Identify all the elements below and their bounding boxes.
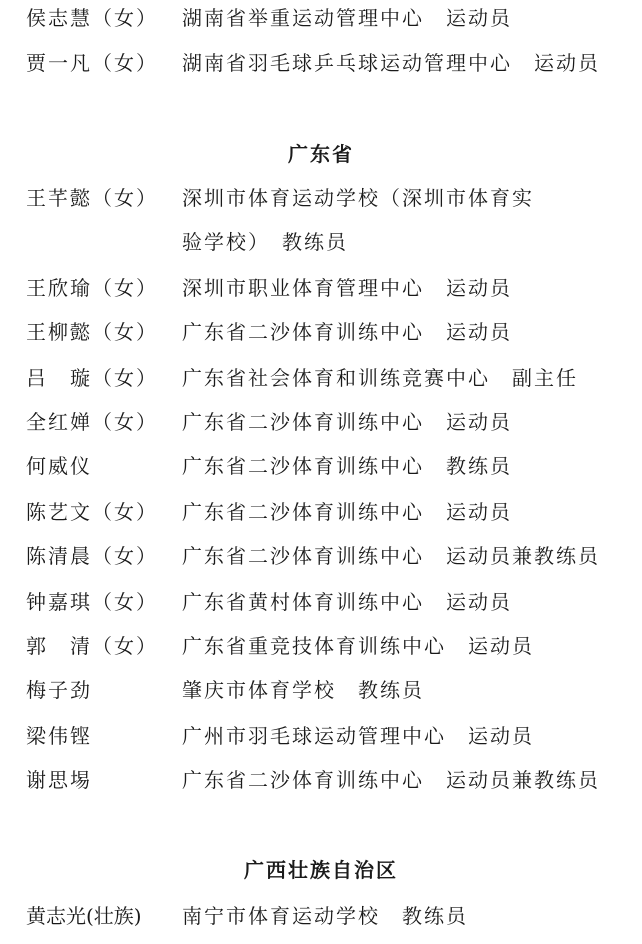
- person-unit: 广东省二沙体育训练中心 运动员: [182, 320, 512, 344]
- section-heading: 广东省: [288, 142, 354, 166]
- person-name: 梁伟铿: [26, 724, 92, 748]
- list-item: [0, 45, 642, 81]
- list-item: [0, 360, 642, 396]
- person-unit: 广州市羽毛球运动管理中心 运动员: [182, 724, 534, 748]
- list-item: [0, 270, 642, 306]
- list-item: [0, 718, 642, 754]
- person-unit: 广东省二沙体育训练中心 运动员兼教练员: [182, 544, 600, 568]
- person-name: 陈清晨（女）: [26, 544, 158, 568]
- person-name: 何威仪: [26, 454, 92, 478]
- person-name: 谢思埸: [26, 768, 92, 792]
- list-item: [0, 494, 642, 530]
- list-item: [0, 584, 642, 620]
- list-item: [0, 0, 642, 36]
- person-unit-continuation: 验学校） 教练员: [182, 230, 348, 254]
- person-name: 全红婵（女）: [26, 410, 158, 434]
- list-item: [0, 404, 642, 440]
- person-unit: 广东省社会体育和训练竞赛中心 副主任: [182, 366, 578, 390]
- list-item: [0, 180, 642, 216]
- person-unit: 广东省黄村体育训练中心 运动员: [182, 590, 512, 614]
- section-heading: 广西壮族自治区: [244, 858, 398, 882]
- person-name: 侯志慧（女）: [26, 6, 158, 30]
- person-name: 黄志光(壮族): [26, 904, 142, 928]
- person-name: 郭 清（女）: [26, 634, 158, 658]
- list-item: [0, 538, 642, 574]
- list-item: [0, 628, 642, 664]
- person-name: 贾一凡（女）: [26, 51, 158, 75]
- person-name: 吕 璇（女）: [26, 366, 158, 390]
- list-item: [0, 762, 642, 798]
- person-unit: 南宁市体育运动学校 教练员: [182, 904, 468, 928]
- person-unit: 深圳市职业体育管理中心 运动员: [182, 276, 512, 300]
- person-name: 王芊懿（女）: [26, 186, 158, 210]
- list-item: [0, 898, 642, 934]
- list-item-continuation: [0, 224, 642, 260]
- person-unit: 广东省二沙体育训练中心 运动员: [182, 410, 512, 434]
- person-unit: 广东省重竞技体育训练中心 运动员: [182, 634, 534, 658]
- person-unit: 深圳市体育运动学校（深圳市体育实: [182, 186, 534, 210]
- person-name: 王柳懿（女）: [26, 320, 158, 344]
- person-name: 王欣瑜（女）: [26, 276, 158, 300]
- person-name: 钟嘉琪（女）: [26, 590, 158, 614]
- list-item: [0, 448, 642, 484]
- person-unit: 广东省二沙体育训练中心 教练员: [182, 454, 512, 478]
- page-bottom-edge: [0, 932, 642, 944]
- person-unit: 湖南省举重运动管理中心 运动员: [182, 6, 512, 30]
- list-item: [0, 672, 642, 708]
- person-unit: 广东省二沙体育训练中心 运动员兼教练员: [182, 768, 600, 792]
- person-unit: 肇庆市体育学校 教练员: [182, 678, 424, 702]
- list-item: [0, 314, 642, 350]
- person-name: 陈艺文（女）: [26, 500, 158, 524]
- person-unit: 广东省二沙体育训练中心 运动员: [182, 500, 512, 524]
- person-name: 梅子劲: [26, 678, 92, 702]
- person-unit: 湖南省羽毛球乒乓球运动管理中心 运动员: [182, 51, 600, 75]
